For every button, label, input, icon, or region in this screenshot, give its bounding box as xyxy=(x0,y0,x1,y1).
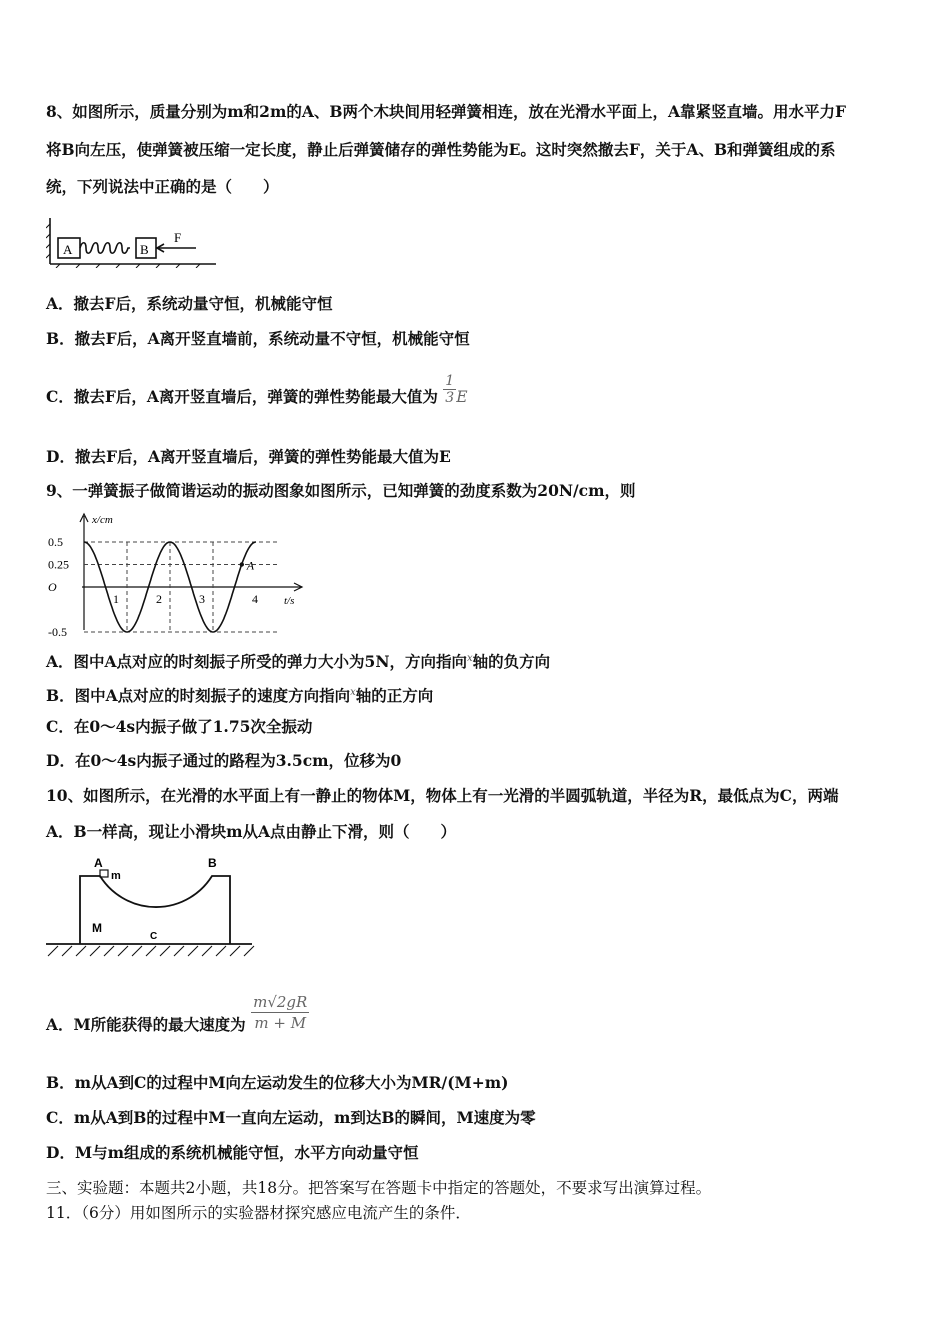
q8-stem-line2: 将B向左压，使弹簧被压缩一定长度，静止后弹簧储存的弹性势能为E。这时突然撤去F，关于A、B和弹簧组成的系 xyxy=(46,140,836,159)
q8-stem-line1: 8、如图所示，质量分别为m和2m的A、B两个木块间用轻弹簧相连，放在光滑水平面上，A靠紧竖直墙。用水平力F xyxy=(46,102,847,121)
y-tick-label: 0.5 xyxy=(48,535,63,549)
q8-option-a: A．撤去F后，系统动量守恒，机械能守恒 xyxy=(46,294,333,313)
q10-option-d: D．M与m组成的系统机械能守恒，水平方向动量守恒 xyxy=(46,1143,419,1162)
section-3-heading: 三、实验题：本题共2小题，共18分。把答案写在答题卡中指定的答题处，不要求写出演算过程。 xyxy=(46,1179,712,1197)
label-a: A xyxy=(63,242,73,257)
q9-option-c: C．在0～4s内振子做了1.75次全振动 xyxy=(46,717,313,736)
q11-stem: 11．（6分）用如图所示的实验器材探究感应电流产生的条件． xyxy=(46,1204,471,1222)
q10-option-a: A．M所能获得的最大速度为 $\frac{m√2gR}{m + M}$ xyxy=(46,992,308,1034)
q10-option-b: B．m从A到C的过程中M向左运动发生的位移大小为MR/(M+m) xyxy=(46,1073,509,1092)
slider-m xyxy=(100,870,108,877)
x-tick-label: 2 xyxy=(156,592,162,606)
q10-stem-line2: A．B一样高，现让小滑块m从A点由静止下滑，则（ ） xyxy=(46,822,457,841)
y-tick-label: -0.5 xyxy=(48,625,67,636)
x-tick-label: 3 xyxy=(199,592,205,606)
q9-option-d: D．在0～4s内振子通过的路程为3.5cm，位移为0 xyxy=(46,751,402,770)
q9-option-b: B．图中A点对应的时刻振子的速度方向指向$^x$轴的正方向 xyxy=(46,686,434,706)
q9-option-a: A．图中A点对应的时刻振子所受的弹力大小为5N，方向指向$^x$轴的负方向 xyxy=(46,652,551,672)
fraction-one-third: $\frac{1}{3}$ xyxy=(445,372,455,406)
q10-stem-line1: 10、如图所示，在光滑的水平面上有一静止的物体M，物体上有一光滑的半圆弧轨道，半径为R，最低点为C，两端 xyxy=(46,786,839,805)
x-tick-label: 1 xyxy=(113,592,119,606)
label-f: F xyxy=(174,230,182,245)
label-m-big: M xyxy=(92,921,102,935)
q10-option-c: C．m从A到B的过程中M一直向左运动，m到达B的瞬间，M速度为零 xyxy=(46,1108,536,1127)
x-tick-label: 4 xyxy=(252,592,258,606)
label-b: B xyxy=(140,242,149,257)
q9-vibration-graph xyxy=(44,510,310,636)
q8-option-c-text: C．撤去F后，A离开竖直墙后，弹簧的弹性势能最大值为 xyxy=(46,387,438,406)
q8-option-b: B．撤去F后，A离开竖直墙前，系统动量不守恒，机械能守恒 xyxy=(46,329,470,348)
x-axis-label: t/s xyxy=(284,595,295,607)
point-a xyxy=(240,562,244,566)
spring xyxy=(80,243,130,254)
q9-stem: 9、一弹簧振子做简谐运动的振动图象如图所示，已知弹簧的劲度系数为20N/cm，则 xyxy=(46,481,636,500)
label-c: C xyxy=(150,931,158,942)
max-speed-fraction: $\frac{m√2gR}{m + M}$ xyxy=(253,992,308,1032)
q8-option-d: D．撤去F后，A离开竖直墙后，弹簧的弹性势能最大值为E xyxy=(46,447,451,466)
y-tick-label: O xyxy=(48,580,57,594)
point-a-label: A xyxy=(246,558,255,573)
q10-track-figure xyxy=(44,852,256,962)
y-axis-label: x/cm xyxy=(92,514,113,526)
label-b: B xyxy=(208,856,217,870)
y-tick-label: 0.25 xyxy=(48,557,69,572)
q8-option-c: C．撤去F后，A离开竖直墙后，弹簧的弹性势能最大值为 $\frac{1}{3}$ E xyxy=(46,372,468,406)
q8-spring-figure xyxy=(46,216,218,268)
label-m-small: m xyxy=(111,870,121,882)
label-a: A xyxy=(94,856,103,870)
q8-stem-line3: 统，下列说法中正确的是（ ） xyxy=(46,177,279,196)
